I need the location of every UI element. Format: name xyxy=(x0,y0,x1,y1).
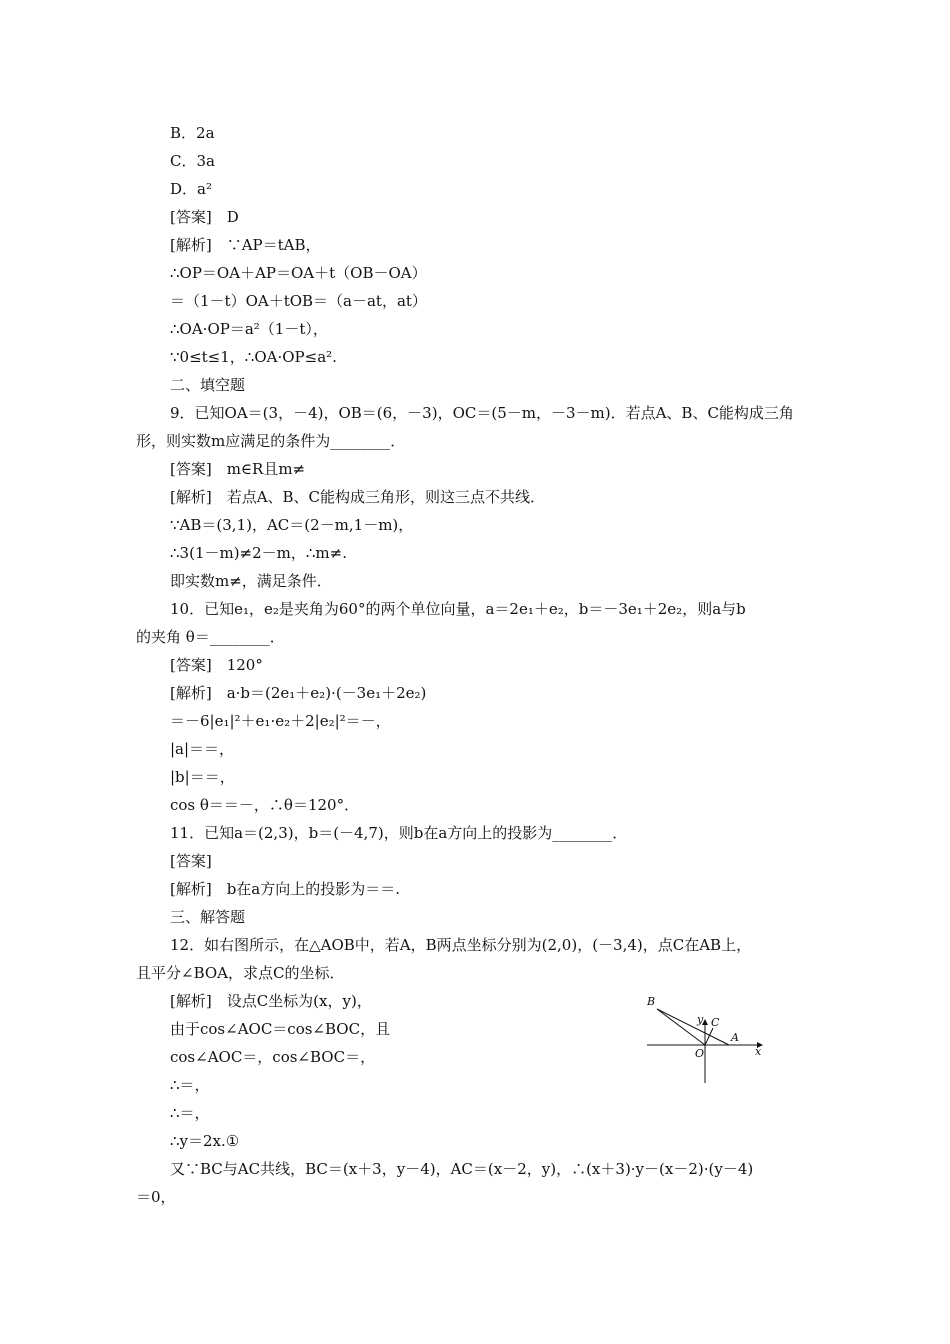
analysis-12-line-5: ∴＝， xyxy=(170,1104,210,1122)
analysis-9-line-4: 即实数m≠，满足条件． xyxy=(170,572,332,590)
analysis-11: [解析] b在a方向上的投影为＝＝. xyxy=(170,880,401,898)
section-heading-fill-blank: 二、填空题 xyxy=(170,376,246,394)
section-heading-solve: 三、解答题 xyxy=(170,908,246,926)
label-x: x xyxy=(755,1045,762,1058)
label-o: O xyxy=(695,1047,705,1060)
question-12-line-2: 且平分∠BOA，求点C的坐标． xyxy=(136,964,345,982)
label-b: B xyxy=(647,995,656,1008)
analysis-8-line-4: ∴OA·OP＝a²（1－t）， xyxy=(170,320,328,338)
analysis-12-line-4: ∴＝， xyxy=(170,1076,210,1094)
label-a: A xyxy=(731,1031,739,1044)
analysis-9-line-3: ∴3(1－m)≠2－m，∴m≠. xyxy=(170,544,347,562)
label-y: y xyxy=(697,1013,704,1026)
analysis-8-line-1: [解析] ∵AP＝tAB， xyxy=(170,236,321,254)
analysis-8-line-5: ∵0≤t≤1，∴OA·OP≤a². xyxy=(170,348,337,366)
analysis-10-line-2: ＝－6|e₁|²＋e₁·e₂＋2|e₂|²＝－， xyxy=(170,712,391,730)
question-9-line-2: 形，则实数m应满足的条件为________． xyxy=(136,432,406,450)
analysis-10-line-3: |a|＝＝， xyxy=(170,740,235,758)
analysis-12-line-8: ＝0， xyxy=(136,1188,176,1206)
triangle-aob-figure xyxy=(645,995,770,1085)
question-9-line-1: 9．已知OA＝(3，－4)，OB＝(6，－3)，OC＝(5－m，－3－m)．若点A、B、C能构成三角 xyxy=(170,404,794,422)
analysis-12-line-7: 又∵BC与AC共线，BC＝(x＋3，y－4)，AC＝(x－2，y)，∴(x＋3)·y－(x－2)·(y－4) xyxy=(170,1160,754,1178)
question-10-line-1: 10．已知e₁，e₂是夹角为60°的两个单位向量，a＝2e₁＋e₂，b＝－3e₁＋2e₂，则a与b xyxy=(170,600,746,618)
answer-10: [答案] 120° xyxy=(170,656,263,674)
question-11: 11．已知a＝(2,3)，b＝(－4,7)，则b在a方向上的投影为________． xyxy=(170,824,628,842)
analysis-10-line-1: [解析] a·b＝(2e₁＋e₂)·(－3e₁＋2e₂) xyxy=(170,684,427,702)
analysis-8-line-2: ∴OP＝OA＋AP＝OA＋t（OB－OA） xyxy=(170,264,427,282)
question-10-line-2: 的夹角 θ＝________． xyxy=(136,628,285,646)
analysis-9-line-1: [解析] 若点A、B、C能构成三角形，则这三点不共线． xyxy=(170,488,546,506)
analysis-10-line-4: |b|＝＝， xyxy=(170,768,235,786)
answer-8: [答案] D xyxy=(170,208,239,226)
option-b: B．2a xyxy=(170,124,215,142)
analysis-10-line-5: cos θ＝＝－，∴θ＝120°． xyxy=(170,796,360,814)
label-c: C xyxy=(711,1016,720,1029)
analysis-12-line-1: [解析] 设点C坐标为(x，y)， xyxy=(170,992,372,1010)
analysis-8-line-3: ＝（1－t）OA＋tOB＝（a－at，at） xyxy=(170,292,427,310)
option-c: C．3a xyxy=(170,152,215,170)
answer-9: [答案] m∈R且m≠ xyxy=(170,460,306,478)
option-d: D．a² xyxy=(170,180,212,198)
analysis-12-line-6: ∴y＝2x.① xyxy=(170,1132,240,1150)
question-12-line-1: 12．如右图所示，在△AOB中，若A，B两点坐标分别为(2,0)，(－3,4)，点C在AB上， xyxy=(170,936,752,954)
analysis-12-line-3: cos∠AOC＝，cos∠BOC＝， xyxy=(170,1048,376,1066)
analysis-9-line-2: ∵AB＝(3,1)，AC＝(2－m,1－m)， xyxy=(170,516,414,534)
answer-11: [答案] xyxy=(170,852,212,870)
analysis-12-line-2: 由于cos∠AOC＝cos∠BOC，且 xyxy=(170,1020,391,1038)
